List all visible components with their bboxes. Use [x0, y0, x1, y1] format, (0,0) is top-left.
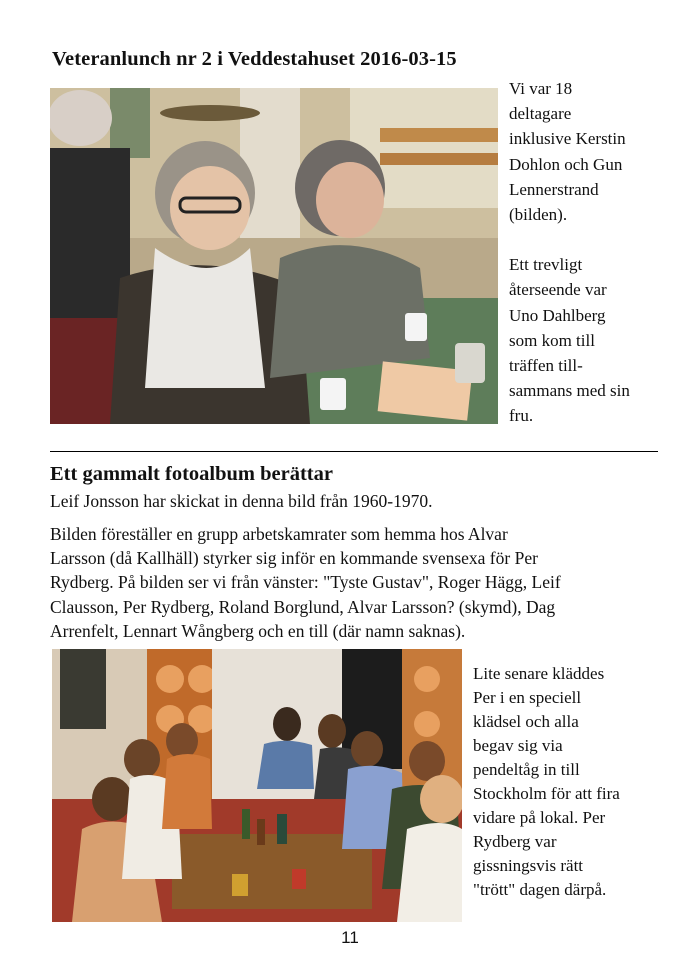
side-text-line: Vi var 18: [509, 79, 573, 98]
body-line: Rydberg. På bilden ser vi från vänster: "Tyste Gustav", Roger Hägg, Leif: [50, 572, 561, 593]
section1-side-text: [509, 76, 669, 429]
body-line: Clausson, Per Rydberg, Roland Borglund, Alvar Larsson? (skymd), Dag: [50, 596, 556, 617]
side-text-line: Rydberg var: [473, 832, 557, 851]
side-text-line: fru.: [509, 406, 534, 426]
lunch-photo: [50, 88, 498, 424]
side-text-line: träffen till-: [509, 356, 583, 376]
side-text-line: Per i en speciell: [473, 688, 582, 707]
side-text-line: inklusive Kerstin: [509, 129, 626, 149]
section2-body: [50, 522, 670, 643]
album-photo: [52, 649, 462, 922]
side-text-line: pendeltåg in till: [473, 760, 580, 779]
section2-title: Ett gammalt fotoalbum berättar: [50, 463, 333, 485]
body-line: Larsson (då Kallhäll) styrker sig inför en kommande svensexa för Per: [50, 548, 538, 569]
side-text-line: återseende var: [509, 280, 607, 300]
page-number: 11: [341, 928, 359, 947]
section2-intro: Leif Jonsson har skickat in denna bild från 1960-1970.: [50, 491, 433, 511]
side-text-line: begav sig via: [473, 736, 563, 755]
side-text-line: Ett trevligt: [509, 255, 583, 275]
side-text-line: (bilden).: [509, 205, 568, 225]
body-line: Arrenfelt, Lennart Wångberg och en till (där namn saknas).: [50, 620, 466, 641]
side-text-line: sammans med sin: [509, 381, 630, 401]
side-text-line: vidare på lokal. Per: [473, 808, 606, 827]
side-text-line: "trött" dagen därpå.: [473, 880, 607, 899]
body-line: Bilden föreställer en grupp arbetskamrater som hemma hos Alvar: [50, 524, 508, 544]
section-divider: [50, 451, 658, 452]
side-text-line: Uno Dahlberg: [509, 305, 606, 325]
side-text-line: Dohlon och Gun: [509, 154, 623, 174]
side-text-line: gissningsvis rätt: [473, 856, 584, 875]
section1-title: Veteranlunch nr 2 i Veddestahuset 2016-03-15: [52, 48, 457, 70]
side-text-line: Stockholm för att fira: [473, 784, 620, 803]
side-text-line: Lennerstrand: [509, 179, 599, 199]
section2-side-text: [473, 662, 663, 902]
side-text-line: klädsel och alla: [473, 712, 579, 731]
side-text-line: Lite senare kläddes: [473, 664, 605, 683]
side-text-line: deltagare: [509, 104, 572, 124]
side-text-line: som kom till: [509, 330, 595, 350]
